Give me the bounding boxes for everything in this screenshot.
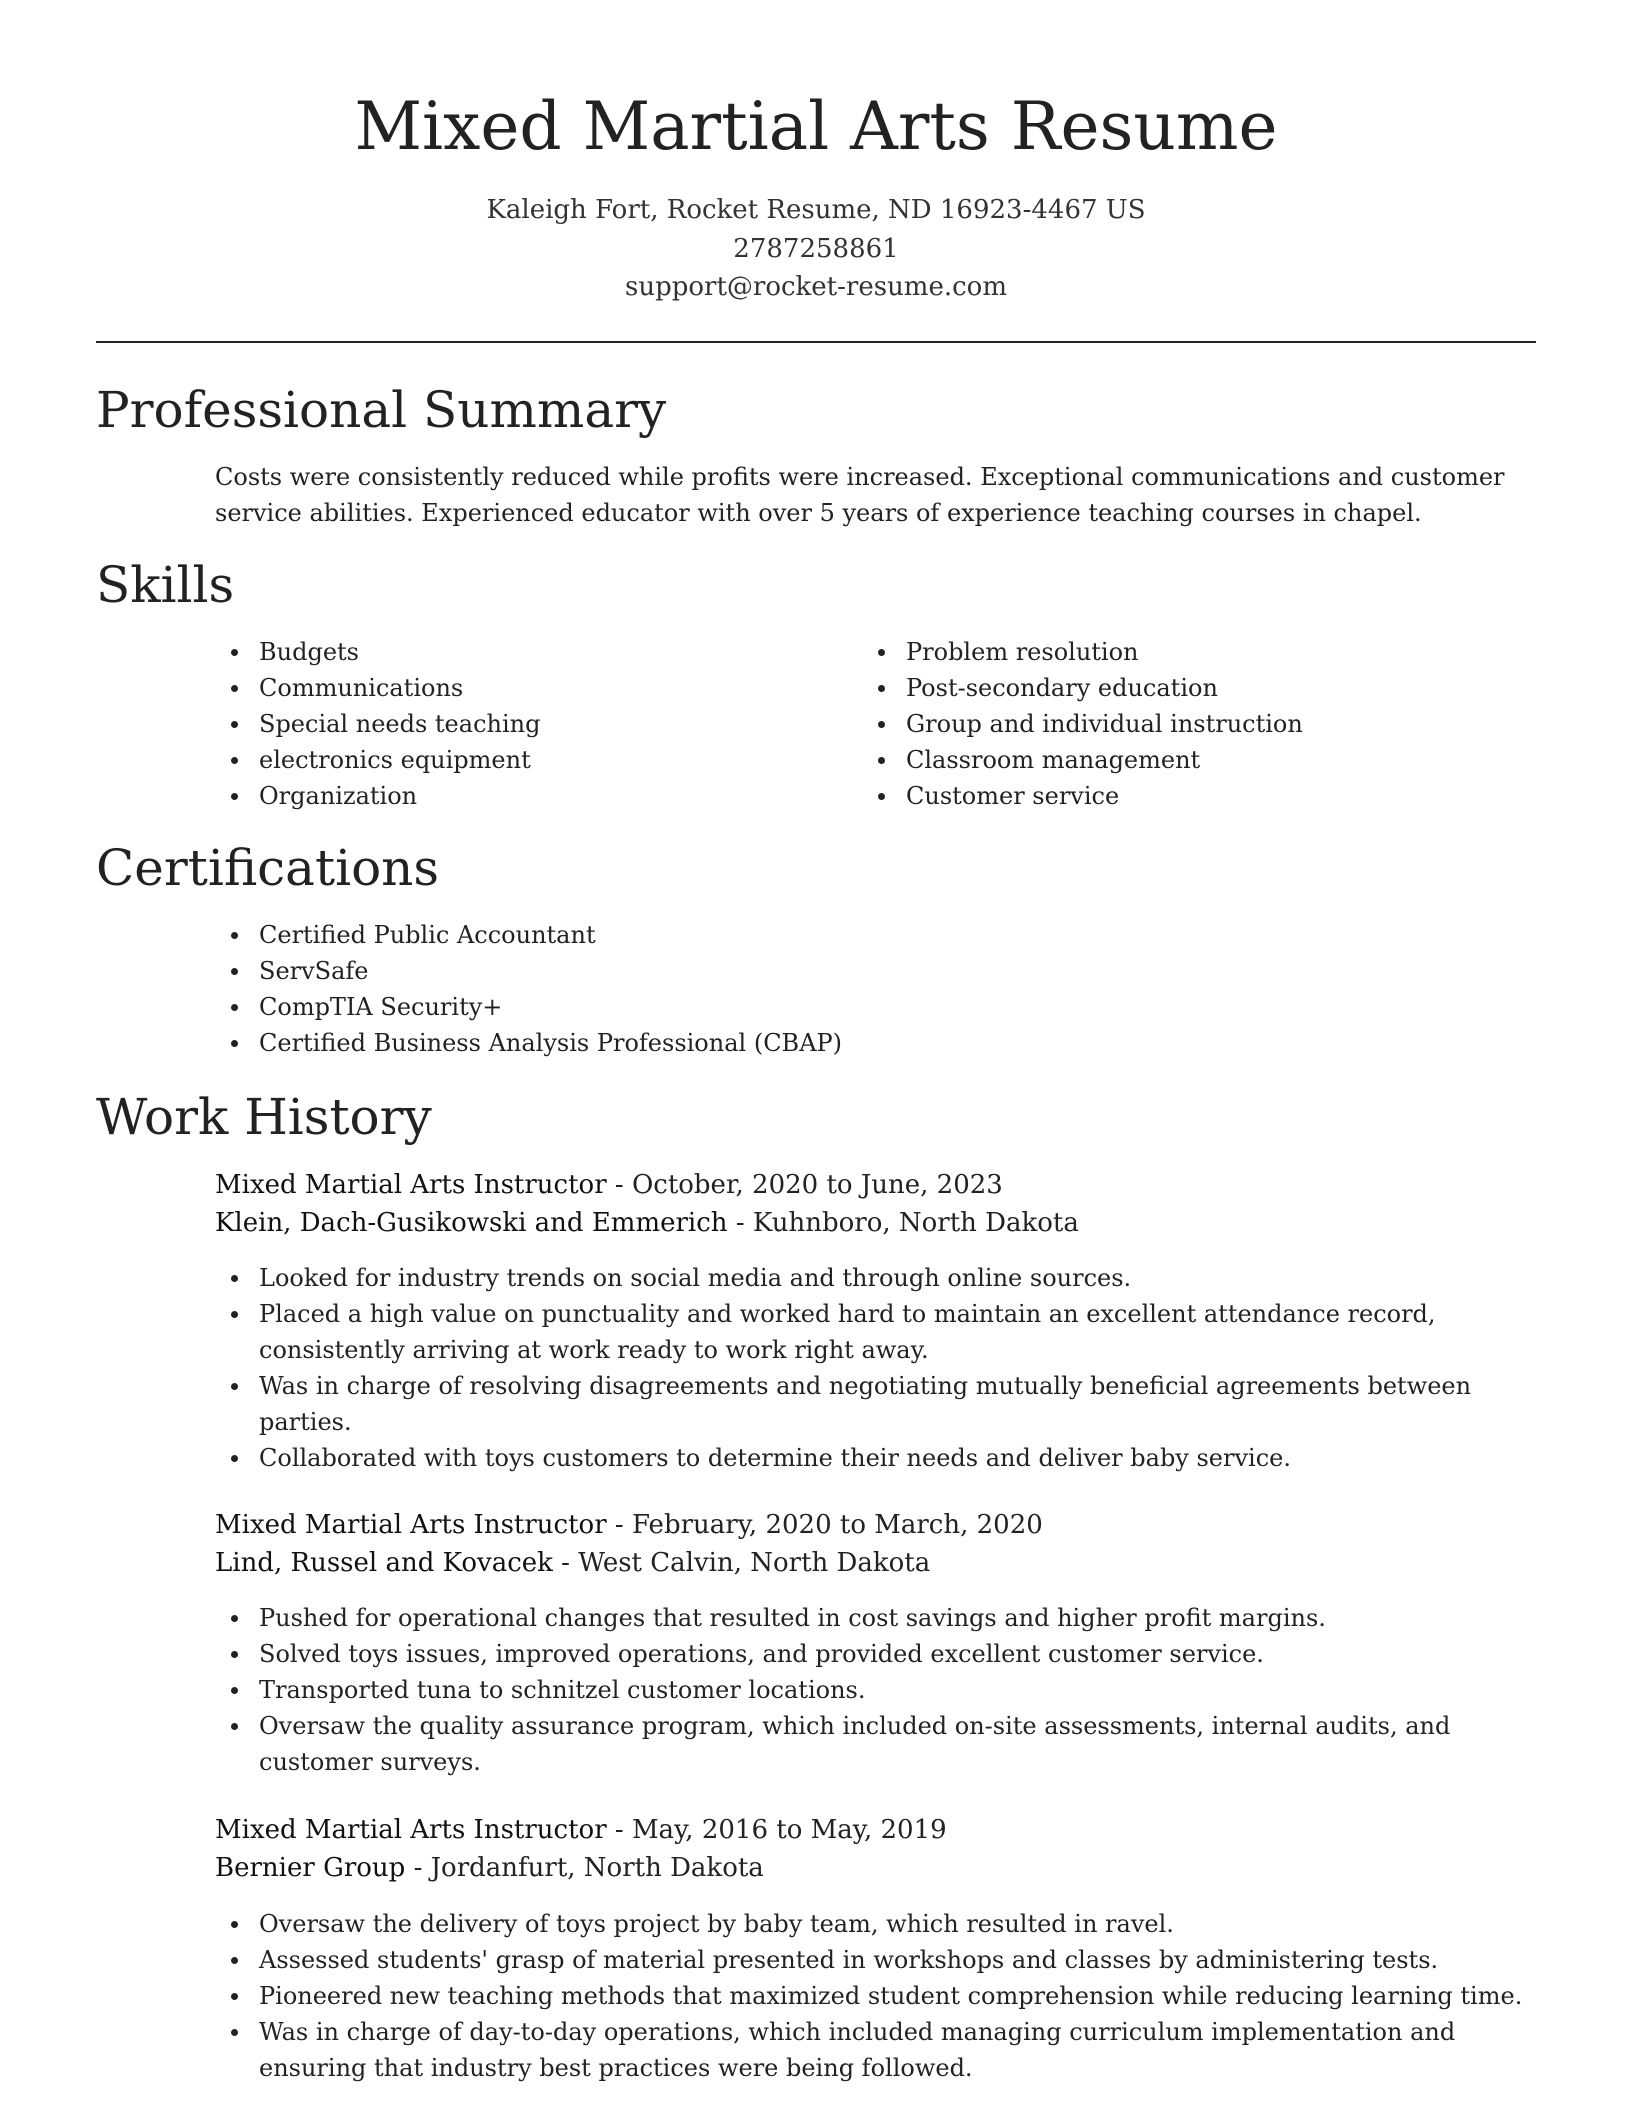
skill-item: Group and individual instruction [862,706,1512,742]
job-company: Klein, Dach-Gusikowski and Emmerich [215,1208,728,1238]
contact-phone: 2787258861 [733,234,899,264]
job-bullet: Pioneered new teaching methods that maximized student comprehension while reducing learning time. [215,1978,1536,2014]
job-location: - Jordanfurt, North Dakota [405,1853,764,1883]
job-location: - Kuhnboro, North Dakota [727,1208,1079,1238]
certifications-list [215,917,1515,1061]
skill-item: Problem resolution [862,634,1512,670]
certification-item: ServSafe [215,953,1515,989]
section-title-work-history: Work History [96,1088,432,1146]
job-bullet: Placed a high value on punctuality and worked hard to maintain an excellent attendance record, consistently arriving at work ready to work right away. [215,1296,1536,1368]
job-company-line [215,1204,1079,1242]
job-bullet: Pushed for operational changes that resulted in cost savings and higher profit margins. [215,1600,1536,1636]
skills-list-right [862,634,1512,814]
header-divider [96,341,1536,343]
job-dates: - May, 2016 to May, 2019 [606,1815,947,1845]
job-bullet: Oversaw the delivery of toys project by baby team, which resulted in ravel. [215,1906,1536,1942]
certification-item: Certified Public Accountant [215,917,1515,953]
job-title: Mixed Martial Arts Instructor [215,1510,607,1540]
skill-item: electronics equipment [215,742,835,778]
contact-email: support@rocket-resume.com [624,272,1007,302]
job-bullet: Solved toys issues, improved operations, and provided excellent customer service. [215,1636,1536,1672]
job-dates: - October, 2020 to June, 2023 [606,1170,1003,1200]
skill-item: Classroom management [862,742,1512,778]
skill-item: Post-secondary education [862,670,1512,706]
job-bullet: Was in charge of day-to-day operations, which included managing curriculum implementation and ensuring that industry best practices were being followed. [215,2014,1536,2086]
job-company-line [215,1849,764,1887]
job-bullet: Oversaw the quality assurance program, which included on-site assessments, internal audits, and customer surveys. [215,1708,1536,1780]
certification-item: Certified Business Analysis Professional (CBAP) [215,1025,1515,1061]
resume-title: Mixed Martial Arts Resume [354,88,1278,165]
job-title: Mixed Martial Arts Instructor [215,1170,607,1200]
job-location: - West Calvin, North Dakota [552,1548,931,1578]
skill-item: Special needs teaching [215,706,835,742]
job-title: Mixed Martial Arts Instructor [215,1815,607,1845]
job-company: Bernier Group [215,1853,406,1883]
skill-item: Communications [215,670,835,706]
job-bullets [215,1906,1536,2086]
job-bullets [215,1600,1536,1780]
section-title-summary: Professional Summary [96,381,667,439]
skills-list-left [215,634,835,814]
certification-item: CompTIA Security+ [215,989,1515,1025]
section-title-skills: Skills [96,556,235,614]
skill-item: Budgets [215,634,835,670]
job-title-line [215,1166,1003,1204]
job-company: Lind, Russel and Kovacek [215,1548,553,1578]
job-bullet: Assessed students' grasp of material presented in workshops and classes by administering tests. [215,1942,1536,1978]
job-company-line [215,1544,930,1582]
job-dates: - February, 2020 to March, 2020 [606,1510,1043,1540]
section-title-certifications: Certifications [96,839,440,897]
contact-address: Kaleigh Fort, Rocket Resume, ND 16923-4467 US [486,195,1146,225]
job-bullet: Was in charge of resolving disagreements and negotiating mutually beneficial agreements between parties. [215,1368,1536,1440]
job-title-line [215,1506,1043,1544]
job-title-line [215,1811,947,1849]
summary-text: Costs were consistently reduced while profits were increased. Exceptional communications and customer service abilities. Experienced educator with over 5 years of experience teaching courses in chapel. [215,463,1505,527]
skill-item: Organization [215,778,835,814]
job-bullet: Collaborated with toys customers to determine their needs and deliver baby service. [215,1440,1536,1476]
skill-item: Customer service [862,778,1512,814]
job-bullet: Transported tuna to schnitzel customer locations. [215,1672,1536,1708]
job-bullet: Looked for industry trends on social media and through online sources. [215,1260,1536,1296]
job-bullets [215,1260,1536,1476]
